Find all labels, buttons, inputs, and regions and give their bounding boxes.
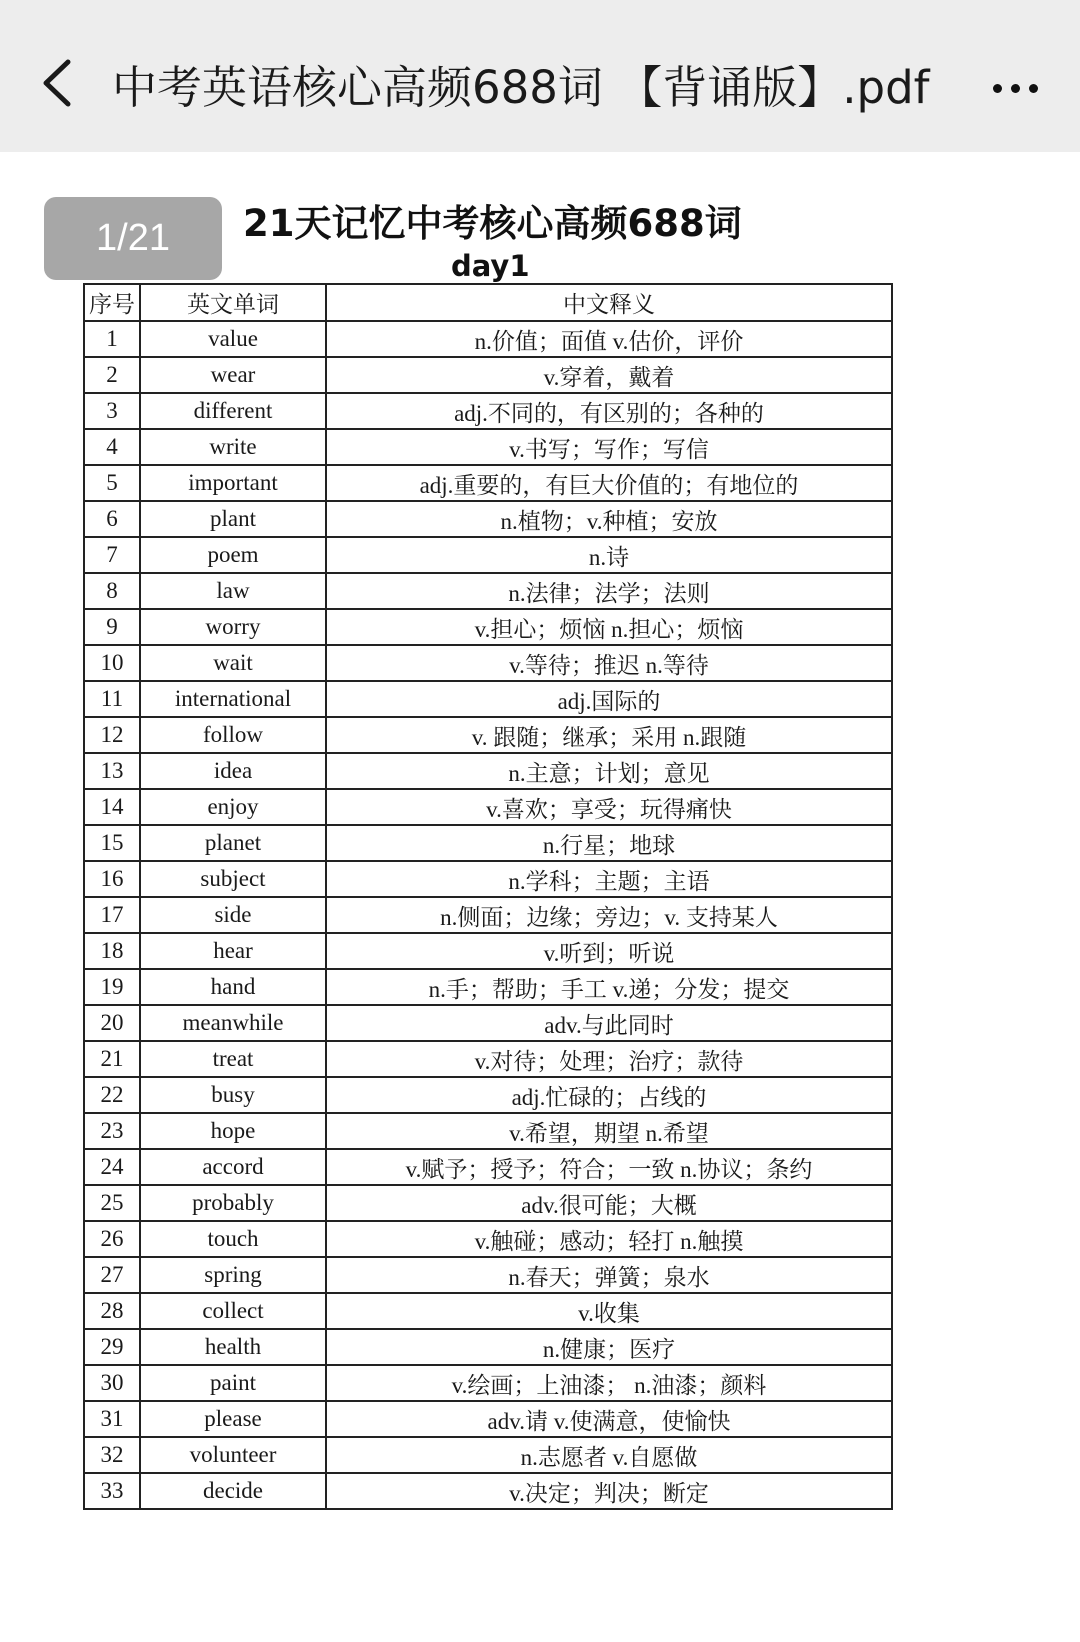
row-number-cell: 27 <box>84 1257 140 1293</box>
chinese-meaning-cell: n.志愿者 v.自愿做 <box>326 1437 892 1473</box>
row-number-cell: 31 <box>84 1401 140 1437</box>
table-row <box>84 357 892 393</box>
chinese-meaning-cell: adj.国际的 <box>326 681 892 717</box>
chinese-meaning-cell: adj.不同的，有区别的；各种的 <box>326 393 892 429</box>
table-row <box>84 681 892 717</box>
chinese-meaning-cell: v.喜欢；享受；玩得痛快 <box>326 789 892 825</box>
row-number-cell: 22 <box>84 1077 140 1113</box>
table-row <box>84 753 892 789</box>
chinese-meaning-cell: v.听到；听说 <box>326 933 892 969</box>
table-row <box>84 1293 892 1329</box>
table-row <box>84 573 892 609</box>
table-row <box>84 825 892 861</box>
row-number-cell: 30 <box>84 1365 140 1401</box>
row-number-cell: 17 <box>84 897 140 933</box>
english-word-cell: value <box>140 321 326 357</box>
chinese-meaning-cell: n.价值；面值 v.估价，评价 <box>326 321 892 357</box>
table-row <box>84 1365 892 1401</box>
table-row <box>84 1329 892 1365</box>
chinese-meaning-cell: v.绘画；上油漆； n.油漆；颜料 <box>326 1365 892 1401</box>
english-word-cell: meanwhile <box>140 1005 326 1041</box>
column-header-number: 序号 <box>84 284 140 321</box>
table-row <box>84 501 892 537</box>
column-header-english: 英文单词 <box>140 284 326 321</box>
row-number-cell: 6 <box>84 501 140 537</box>
table-row <box>84 1401 892 1437</box>
chinese-meaning-cell: n.主意；计划；意见 <box>326 753 892 789</box>
row-number-cell: 21 <box>84 1041 140 1077</box>
row-number-cell: 11 <box>84 681 140 717</box>
row-number-cell: 16 <box>84 861 140 897</box>
chinese-meaning-cell: n.法律；法学；法则 <box>326 573 892 609</box>
chinese-meaning-cell: v.希望，期望 n.希望 <box>326 1113 892 1149</box>
table-row <box>84 537 892 573</box>
chevron-left-icon <box>30 48 90 118</box>
table-row <box>84 717 892 753</box>
table-row <box>84 609 892 645</box>
row-number-cell: 3 <box>84 393 140 429</box>
table-row <box>84 933 892 969</box>
table-row <box>84 861 892 897</box>
english-word-cell: subject <box>140 861 326 897</box>
row-number-cell: 8 <box>84 573 140 609</box>
english-word-cell: busy <box>140 1077 326 1113</box>
english-word-cell: worry <box>140 609 326 645</box>
table-row <box>84 1221 892 1257</box>
chinese-meaning-cell: n.行星；地球 <box>326 825 892 861</box>
row-number-cell: 24 <box>84 1149 140 1185</box>
english-word-cell: idea <box>140 753 326 789</box>
table-row <box>84 1257 892 1293</box>
english-word-cell: treat <box>140 1041 326 1077</box>
chinese-meaning-cell: n.诗 <box>326 537 892 573</box>
english-word-cell: plant <box>140 501 326 537</box>
more-button[interactable] <box>980 58 1050 118</box>
chinese-meaning-cell: adj.忙碌的；占线的 <box>326 1077 892 1113</box>
column-header-chinese: 中文释义 <box>326 284 892 321</box>
table-row <box>84 1149 892 1185</box>
document-title: 中考英语核心高频688词 【背诵版】.pdf <box>112 61 930 114</box>
chinese-meaning-cell: n.手；帮助；手工 v.递；分发；提交 <box>326 969 892 1005</box>
row-number-cell: 19 <box>84 969 140 1005</box>
row-number-cell: 26 <box>84 1221 140 1257</box>
english-word-cell: international <box>140 681 326 717</box>
english-word-cell: health <box>140 1329 326 1365</box>
chinese-meaning-cell: adv.与此同时 <box>326 1005 892 1041</box>
table-row <box>84 321 892 357</box>
english-word-cell: planet <box>140 825 326 861</box>
row-number-cell: 15 <box>84 825 140 861</box>
english-word-cell: hand <box>140 969 326 1005</box>
english-word-cell: probably <box>140 1185 326 1221</box>
chinese-meaning-cell: v.收集 <box>326 1293 892 1329</box>
row-number-cell: 7 <box>84 537 140 573</box>
chinese-meaning-cell: v.等待；推迟 n.等待 <box>326 645 892 681</box>
table-row <box>84 645 892 681</box>
chinese-meaning-cell: v.赋予；授予；符合；一致 n.协议；条约 <box>326 1149 892 1185</box>
chinese-meaning-cell: n.侧面；边缘；旁边；v. 支持某人 <box>326 897 892 933</box>
english-word-cell: spring <box>140 1257 326 1293</box>
row-number-cell: 1 <box>84 321 140 357</box>
document-heading: 21天记忆中考核心高频688词 <box>243 202 742 245</box>
row-number-cell: 4 <box>84 429 140 465</box>
english-word-cell: poem <box>140 537 326 573</box>
page-indicator: 1/21 <box>44 197 222 280</box>
table-row <box>84 1185 892 1221</box>
top-bar <box>0 0 1080 152</box>
row-number-cell: 10 <box>84 645 140 681</box>
chinese-meaning-cell: v.触碰；感动；轻打 n.触摸 <box>326 1221 892 1257</box>
english-word-cell: decide <box>140 1473 326 1509</box>
chinese-meaning-cell: v. 跟随；继承；采用 n.跟随 <box>326 717 892 753</box>
row-number-cell: 29 <box>84 1329 140 1365</box>
chinese-meaning-cell: v.对待；处理；治疗；款待 <box>326 1041 892 1077</box>
english-word-cell: important <box>140 465 326 501</box>
row-number-cell: 32 <box>84 1437 140 1473</box>
english-word-cell: volunteer <box>140 1437 326 1473</box>
table-row <box>84 1041 892 1077</box>
table-row <box>84 969 892 1005</box>
english-word-cell: side <box>140 897 326 933</box>
vocabulary-table <box>83 283 893 1510</box>
chinese-meaning-cell: n.学科；主题；主语 <box>326 861 892 897</box>
table-row <box>84 897 892 933</box>
english-word-cell: write <box>140 429 326 465</box>
english-word-cell: law <box>140 573 326 609</box>
table-header-row <box>84 284 892 321</box>
table-row <box>84 1473 892 1509</box>
chinese-meaning-cell: adv.请 v.使满意，使愉快 <box>326 1401 892 1437</box>
english-word-cell: follow <box>140 717 326 753</box>
row-number-cell: 33 <box>84 1473 140 1509</box>
row-number-cell: 2 <box>84 357 140 393</box>
table-row <box>84 393 892 429</box>
chinese-meaning-cell: v.穿着，戴着 <box>326 357 892 393</box>
row-number-cell: 20 <box>84 1005 140 1041</box>
table-row <box>84 1437 892 1473</box>
english-word-cell: hope <box>140 1113 326 1149</box>
english-word-cell: enjoy <box>140 789 326 825</box>
chinese-meaning-cell: n.植物；v.种植；安放 <box>326 501 892 537</box>
more-horizontal-icon <box>993 84 1002 93</box>
row-number-cell: 18 <box>84 933 140 969</box>
row-number-cell: 12 <box>84 717 140 753</box>
english-word-cell: wear <box>140 357 326 393</box>
row-number-cell: 25 <box>84 1185 140 1221</box>
table-row <box>84 1113 892 1149</box>
english-word-cell: collect <box>140 1293 326 1329</box>
chinese-meaning-cell: v.书写；写作；写信 <box>326 429 892 465</box>
english-word-cell: different <box>140 393 326 429</box>
row-number-cell: 5 <box>84 465 140 501</box>
chinese-meaning-cell: v.担心；烦恼 n.担心；烦恼 <box>326 609 892 645</box>
row-number-cell: 14 <box>84 789 140 825</box>
chinese-meaning-cell: n.春天；弹簧；泉水 <box>326 1257 892 1293</box>
back-button[interactable] <box>30 48 90 118</box>
english-word-cell: accord <box>140 1149 326 1185</box>
english-word-cell: please <box>140 1401 326 1437</box>
table-row <box>84 429 892 465</box>
chinese-meaning-cell: adj.重要的，有巨大价值的；有地位的 <box>326 465 892 501</box>
chinese-meaning-cell: n.健康；医疗 <box>326 1329 892 1365</box>
english-word-cell: hear <box>140 933 326 969</box>
table-row <box>84 1005 892 1041</box>
table-row <box>84 465 892 501</box>
row-number-cell: 28 <box>84 1293 140 1329</box>
english-word-cell: wait <box>140 645 326 681</box>
chinese-meaning-cell: adv.很可能；大概 <box>326 1185 892 1221</box>
row-number-cell: 9 <box>84 609 140 645</box>
english-word-cell: paint <box>140 1365 326 1401</box>
row-number-cell: 13 <box>84 753 140 789</box>
row-number-cell: 23 <box>84 1113 140 1149</box>
document-subheading: day1 <box>451 249 530 283</box>
table-row <box>84 1077 892 1113</box>
chinese-meaning-cell: v.决定；判决；断定 <box>326 1473 892 1509</box>
english-word-cell: touch <box>140 1221 326 1257</box>
table-body <box>84 321 892 1509</box>
table-row <box>84 789 892 825</box>
